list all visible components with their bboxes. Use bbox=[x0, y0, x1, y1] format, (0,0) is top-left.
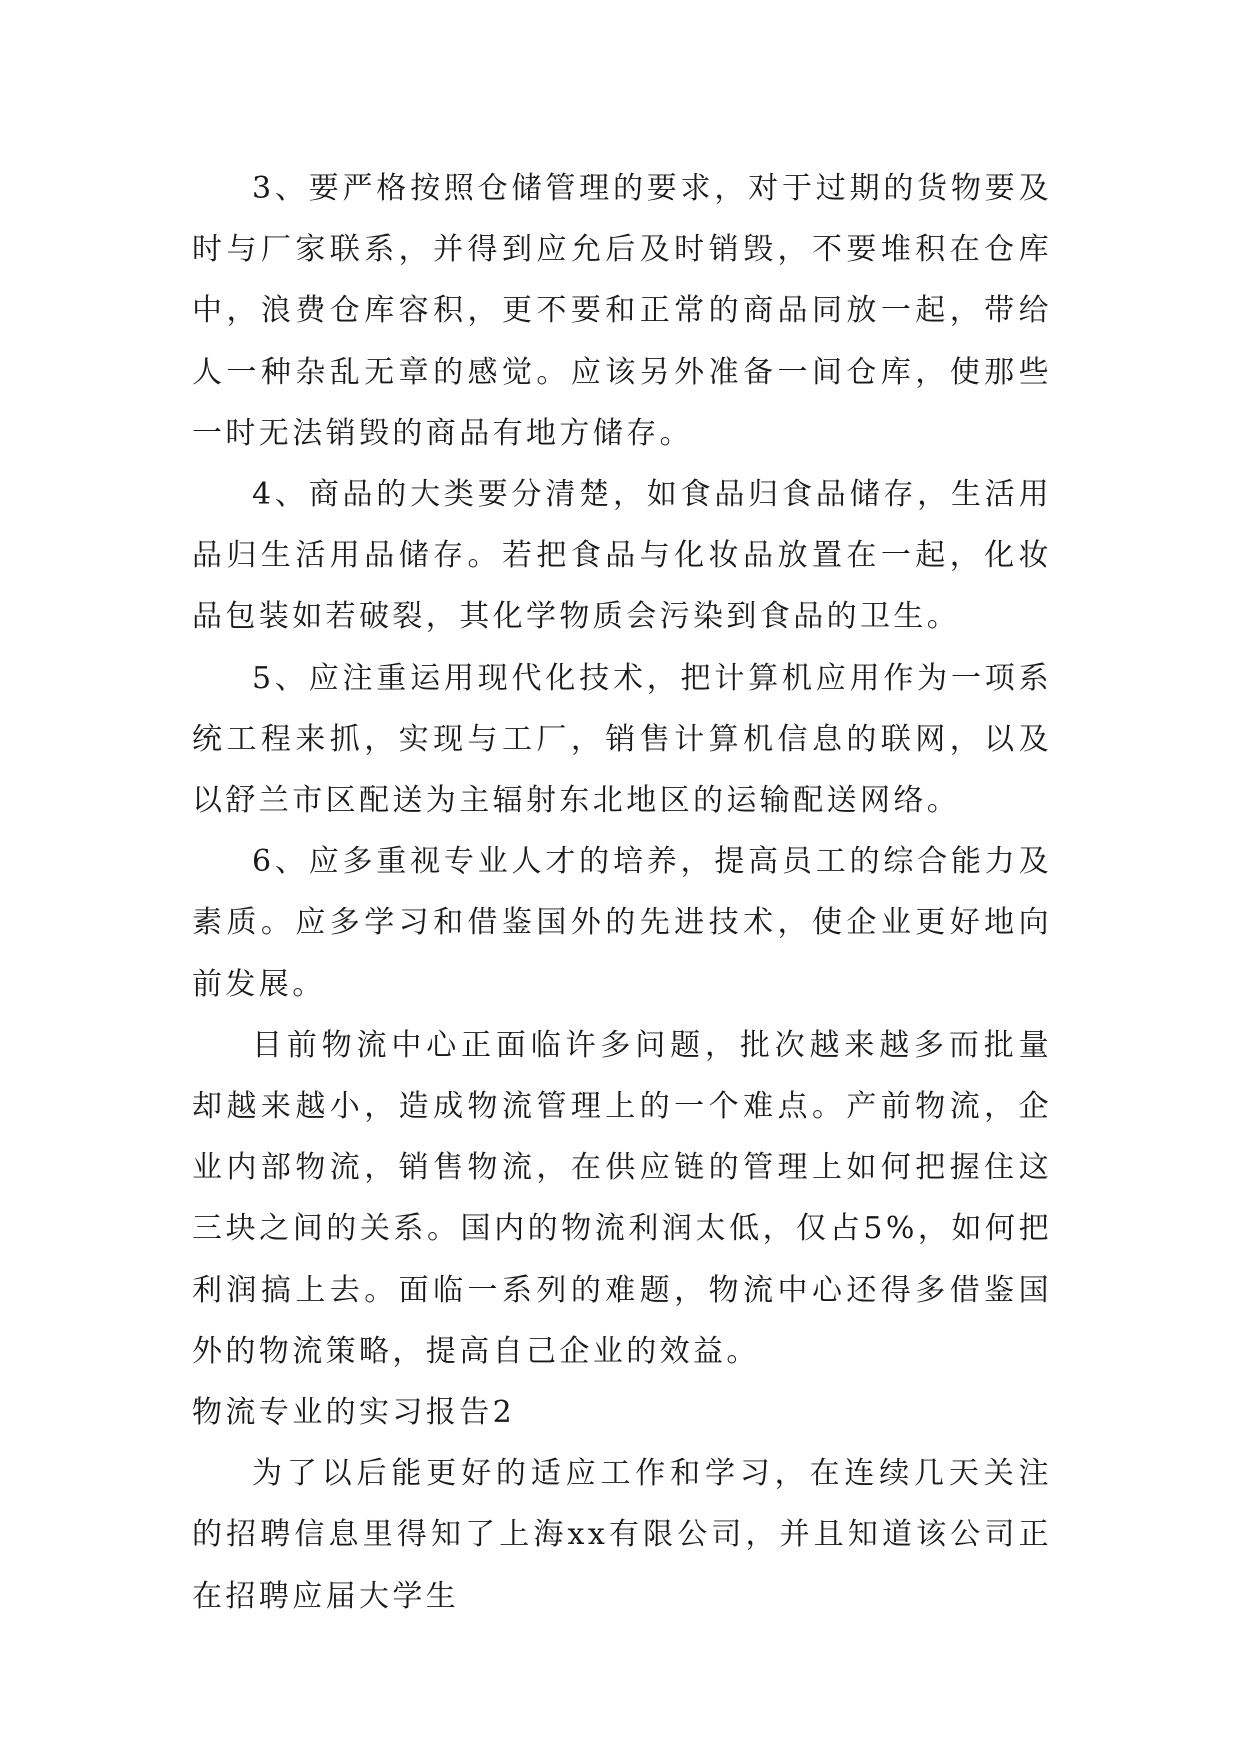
paragraph-summary: 目前物流中心正面临许多问题，批次越来越多而批量却越来越小，造成物流管理上的一个难点。产前物流，企业内部物流，销售物流，在供应链的管理上如何把握住这三块之间的关系。国内的物流利润太低，仅占5%，如何把利润搞上去。面临一系列的难题，物流中心还得多借鉴国外的物流策略，提高自己企业的效益。 bbox=[192, 1027, 1052, 1369]
document-page bbox=[192, 158, 1052, 1627]
section-paragraph: 为了以后能更好的适应工作和学习，在连续几天关注的招聘信息里得知了上海xx有限公司，并且知道该公司正在招聘应届大学生 bbox=[192, 1456, 1052, 1614]
section-heading: 物流专业的实习报告2 bbox=[192, 1395, 516, 1431]
paragraph-item-3: 3、要严格按照仓储管理的要求，对于过期的货物要及时与厂家联系，并得到应允后及时销毁，不要堆积在仓库中，浪费仓库容积，更不要和正常的商品同放一起，带给人一种杂乱无章的感觉。应该另外准备一间仓库，使那些一时无法销毁的商品有地方储存。 bbox=[192, 171, 1052, 451]
paragraph-item-5: 5、应注重运用现代化技术，把计算机应用作为一项系统工程来抓，实现与工厂，销售计算机信息的联网，以及以舒兰市区配送为主辐射东北地区的运输配送网络。 bbox=[192, 660, 1052, 819]
paragraph-item-6: 6、应多重视专业人才的培养，提高员工的综合能力及素质。应多学习和借鉴国外的先进技术，使企业更好地向前发展。 bbox=[192, 844, 1052, 1002]
paragraph-item-4: 4、商品的大类要分清楚，如食品归食品储存，生活用品归生活用品储存。若把食品与化妆品放置在一起，化妆品包装如若破裂，其化学物质会污染到食品的卫生。 bbox=[192, 477, 1052, 635]
